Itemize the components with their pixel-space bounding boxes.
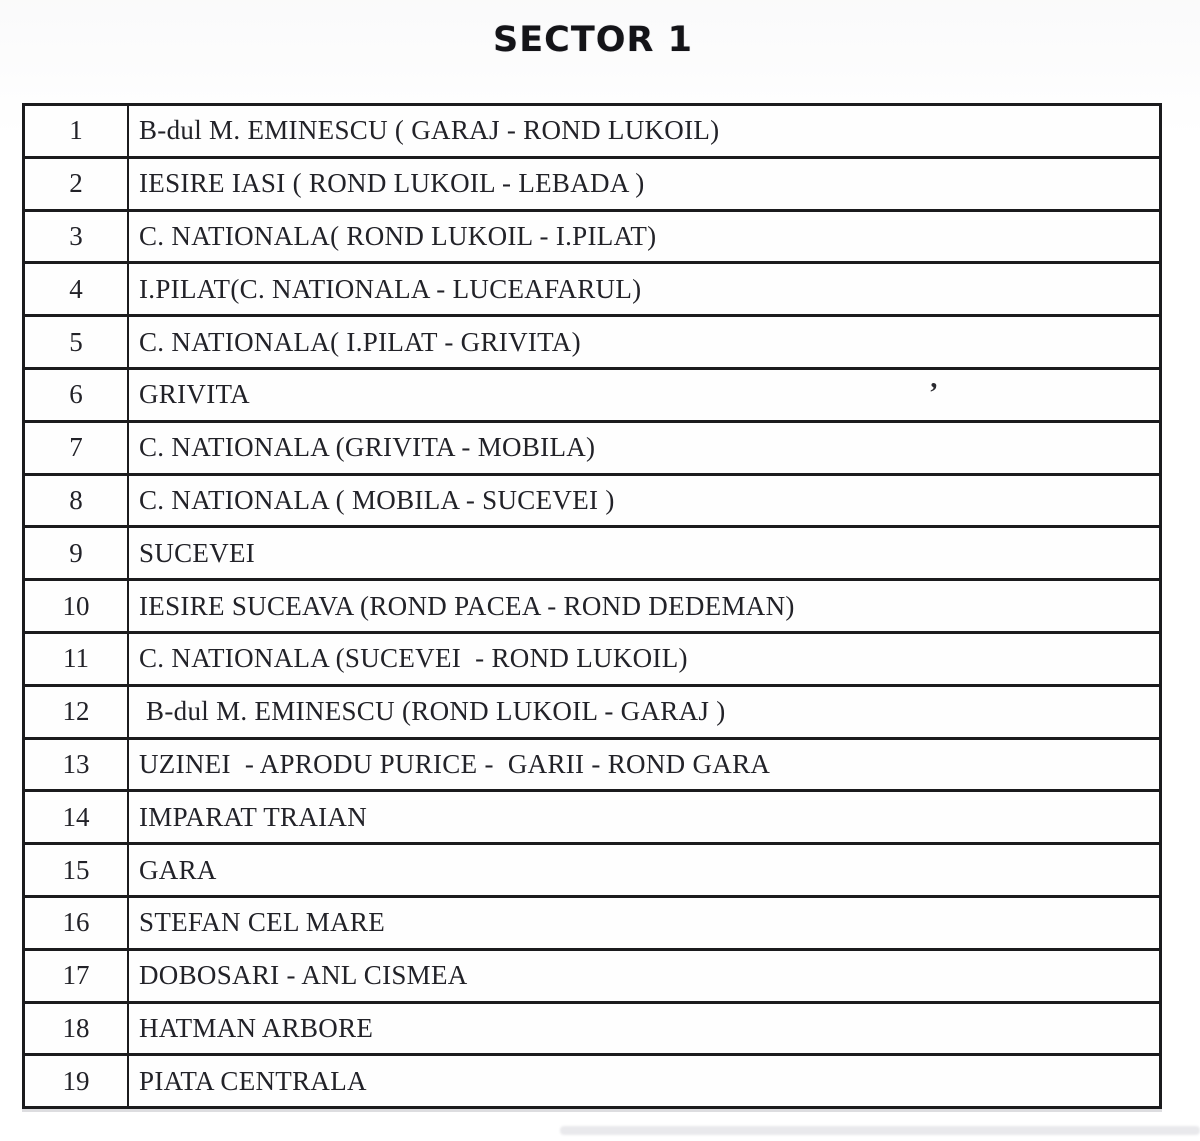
route-label: C. NATIONALA (GRIVITA - MOBILA) [139, 432, 596, 463]
route-label: B-dul M. EMINESCU ( GARAJ - ROND LUKOIL) [139, 115, 720, 146]
scan-smudge-artifact [560, 1126, 1200, 1135]
route-label: B-dul M. EMINESCU (ROND LUKOIL - GARAJ ) [139, 696, 726, 727]
route-label: C. NATIONALA( I.PILAT - GRIVITA) [139, 326, 581, 357]
row-number: 5 [25, 317, 129, 367]
row-number: 10 [25, 581, 129, 631]
row-number: 4 [25, 264, 129, 314]
table-row [25, 898, 1159, 951]
table-row [25, 106, 1159, 159]
route-label: PIATA CENTRALA [139, 1065, 367, 1096]
table-row [25, 687, 1159, 740]
row-number: 6 [25, 370, 129, 420]
table-row [25, 370, 1159, 423]
sector-table [22, 103, 1162, 1109]
table-row [25, 423, 1159, 476]
row-number: 11 [25, 634, 129, 684]
table-row [25, 317, 1159, 370]
stray-mark-artifact: ’ [929, 377, 939, 409]
row-number: 8 [25, 476, 129, 526]
route-label: DOBOSARI - ANL CISMEA [139, 960, 468, 991]
table-row [25, 1056, 1159, 1106]
row-number: 2 [25, 159, 129, 209]
table-row [25, 476, 1159, 529]
route-label: C. NATIONALA (SUCEVEI - ROND LUKOIL) [139, 643, 688, 674]
table-row [25, 951, 1159, 1004]
route-label: IESIRE SUCEAVA (ROND PACEA - ROND DEDEMAN) [139, 590, 795, 621]
row-number: 15 [25, 845, 129, 895]
row-number: 3 [25, 212, 129, 262]
row-number: 18 [25, 1004, 129, 1054]
row-number: 16 [25, 898, 129, 948]
page-title: SECTOR 1 [493, 20, 693, 60]
route-label: UZINEI - APRODU PURICE - GARII - ROND GARA [139, 748, 771, 779]
row-number: 1 [25, 106, 129, 156]
route-label: C. NATIONALA ( MOBILA - SUCEVEI ) [139, 484, 615, 515]
route-label: C. NATIONALA( ROND LUKOIL - I.PILAT) [139, 220, 657, 251]
route-label: STEFAN CEL MARE [139, 907, 386, 938]
row-number: 9 [25, 528, 129, 578]
row-number: 13 [25, 740, 129, 790]
table-row [25, 740, 1159, 793]
table-row [25, 212, 1159, 265]
table-row [25, 528, 1159, 581]
row-number: 19 [25, 1056, 129, 1106]
route-label: IESIRE IASI ( ROND LUKOIL - LEBADA ) [139, 168, 645, 199]
row-number: 7 [25, 423, 129, 473]
row-number: 12 [25, 687, 129, 737]
table-row [25, 634, 1159, 687]
row-number: 17 [25, 951, 129, 1001]
route-label: I.PILAT(C. NATIONALA - LUCEAFARUL) [139, 273, 642, 304]
row-number: 14 [25, 792, 129, 842]
route-label: SUCEVEI [139, 537, 256, 568]
route-label: HATMAN ARBORE [139, 1012, 374, 1043]
table-row [25, 581, 1159, 634]
route-label: GRIVITA ’ [139, 377, 939, 410]
route-label: GARA [139, 854, 217, 885]
route-label: IMPARAT TRAIAN [139, 801, 368, 832]
table-row [25, 792, 1159, 845]
table-row [25, 845, 1159, 898]
table-row [25, 159, 1159, 212]
table-row [25, 264, 1159, 317]
table-row [25, 1004, 1159, 1057]
